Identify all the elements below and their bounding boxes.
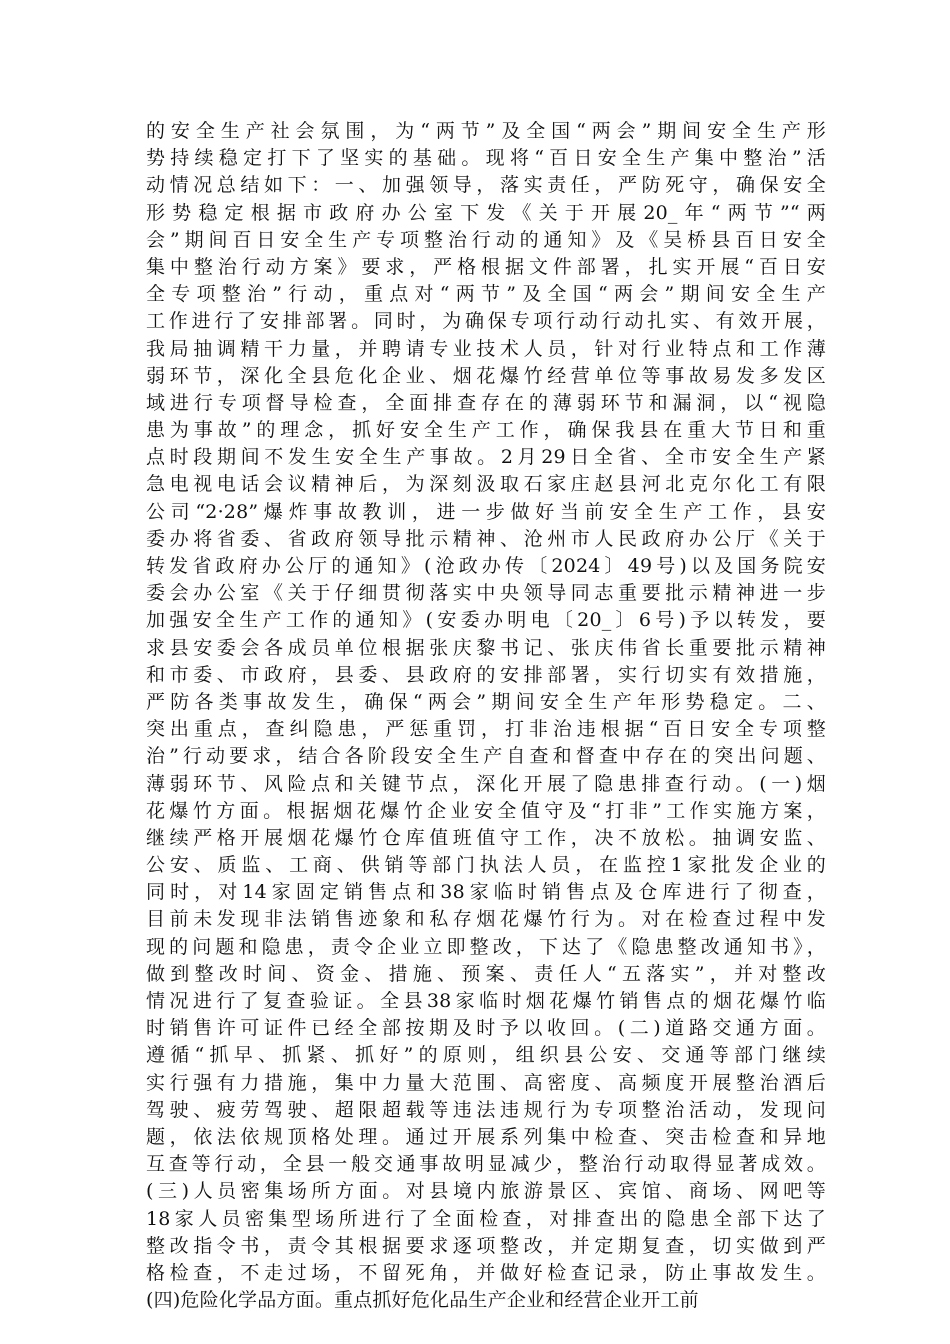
- text-line: 委会办公室《关于仔细贯彻落实中央领导同志重要批示精神进一步: [146, 582, 826, 605]
- text-line: 互查等行动，全县一般交通事故明显减少，整治行动取得显著成效。: [146, 1153, 826, 1176]
- text-line: 题，依法依规顶格处理。通过开展系列集中检查、突击检查和异地: [146, 1125, 826, 1148]
- text-line: 突出重点，查纠隐患，严惩重罚，打非治违根据“百日安全专项整: [146, 718, 826, 741]
- text-line: 委办将省委、省政府领导批示精神、沧州市人民政府办公厅《关于: [146, 527, 826, 550]
- text-line: 整改指令书，责令其根据要求逐项整改，并定期复查，切实做到严: [146, 1234, 826, 1257]
- text-line: 薄弱环节、风险点和关键节点，深化开展了隐患排查行动。(一)烟: [146, 772, 826, 795]
- text-line: 严防各类事故发生，确保“两会”期间安全生产年形势稳定。二、: [146, 690, 826, 713]
- text-line: 转发省政府办公厅的通知》(沧政办传〔2024〕49号)以及国务院安: [146, 555, 826, 577]
- text-line: 目前未发现非法销售迹象和私存烟花爆竹行为。对在检查过程中发: [146, 908, 826, 931]
- text-line: 公司“2·28”爆炸事故教训，进一步做好当前安全生产工作，县安: [146, 500, 826, 523]
- text-line: 急电视电话会议精神后，为深刻汲取石家庄赵县河北克尔化工有限: [146, 473, 826, 496]
- text-line: 公安、质监、工商、供销等部门执法人员，在监控1家批发企业的: [146, 854, 826, 877]
- text-line: 做到整改时间、资金、措施、预案、责任人“五落实”，并对整改: [146, 962, 826, 985]
- text-line: 驾驶、疲劳驾驶、超限超载等违法违规行为专项整治活动，发现问: [146, 1098, 826, 1121]
- text-line: 治”行动要求，结合各阶段安全生产自查和督查中存在的突出问题、: [146, 745, 826, 768]
- text-line: 形势稳定根据市政府办公室下发《关于开展20_年“两节”“两: [146, 201, 826, 224]
- text-line: 18家人员密集型场所进行了全面检查，对排查出的隐患全部下达了: [146, 1207, 826, 1230]
- text-line: 同时，对14家固定销售点和38家临时销售点及仓库进行了彻查，: [146, 881, 826, 904]
- text-line: 格检查，不走过场，不留死角，并做好检查记录，防止事故发生。: [146, 1261, 826, 1284]
- text-line: 域进行专项督导检查，全面排查存在的薄弱环节和漏洞，以“视隐: [146, 391, 826, 414]
- text-line: 会”期间百日安全生产专项整治行动的通知》及《吴桥县百日安全: [146, 228, 826, 251]
- text-line: 继续严格开展烟花爆竹仓库值班值守工作，决不放松。抽调安监、: [146, 826, 826, 849]
- text-line: 点时段期间不发生安全生产事故。2月29日全省、全市安全生产紧: [146, 446, 826, 469]
- text-line: 势持续稳定打下了坚实的基础。现将“百日安全生产集中整治”活: [146, 147, 826, 170]
- text-line: 加强安全生产工作的通知》(安委办明电〔20_〕6号)予以转发，要: [146, 609, 826, 632]
- text-line: 时销售许可证件已经全部按期及时予以收回。(二)道路交通方面。: [146, 1017, 826, 1040]
- text-line: 实行强有力措施，集中力量大范围、高密度、高频度开展整治酒后: [146, 1071, 826, 1094]
- text-line: 的安全生产社会氛围，为“两节”及全国“两会”期间安全生产形: [146, 120, 826, 142]
- text-line: 和市委、市政府，县委、县政府的安排部署，实行切实有效措施，: [146, 663, 826, 686]
- text-line: 遵循“抓早、抓紧、抓好”的原则，组织县公安、交通等部门继续: [146, 1044, 826, 1067]
- text-line: (三)人员密集场所方面。对县境内旅游景区、宾馆、商场、网吧等: [146, 1180, 826, 1203]
- text-line: 集中整治行动方案》要求，严格根据文件部署，扎实开展“百日安: [146, 255, 826, 278]
- text-line: (四)危险化学品方面。重点抓好危化品生产企业和经营企业开工前: [146, 1289, 699, 1312]
- text-line: 工作进行了安排部署。同时，为确保专项行动行动扎实、有效开展，: [146, 310, 826, 333]
- document-body: [146, 118, 826, 1314]
- text-line: 弱环节，深化全县危化企业、烟花爆竹经营单位等事故易发多发区: [146, 364, 826, 387]
- text-line: 动情况总结如下：一、加强领导，落实责任，严防死守，确保安全: [146, 174, 826, 197]
- text-line: 全专项整治”行动，重点对“两节”及全国“两会”期间安全生产: [146, 283, 826, 306]
- text-line: 现的问题和隐患，责令企业立即整改，下达了《隐患整改通知书》，: [146, 935, 826, 958]
- text-line: 我局抽调精干力量，并聘请专业技术人员，针对行业特点和工作薄: [146, 337, 826, 360]
- text-line: 求县安委会各成员单位根据张庆黎书记、张庆伟省长重要批示精神: [146, 636, 826, 659]
- text-line: 患为事故”的理念，抓好安全生产工作，确保我县在重大节日和重: [146, 419, 826, 442]
- text-line: 情况进行了复查验证。全县38家临时烟花爆竹销售点的烟花爆竹临: [146, 990, 826, 1012]
- text-line: 花爆竹方面。根据烟花爆竹企业安全值守及“打非”工作实施方案，: [146, 799, 826, 822]
